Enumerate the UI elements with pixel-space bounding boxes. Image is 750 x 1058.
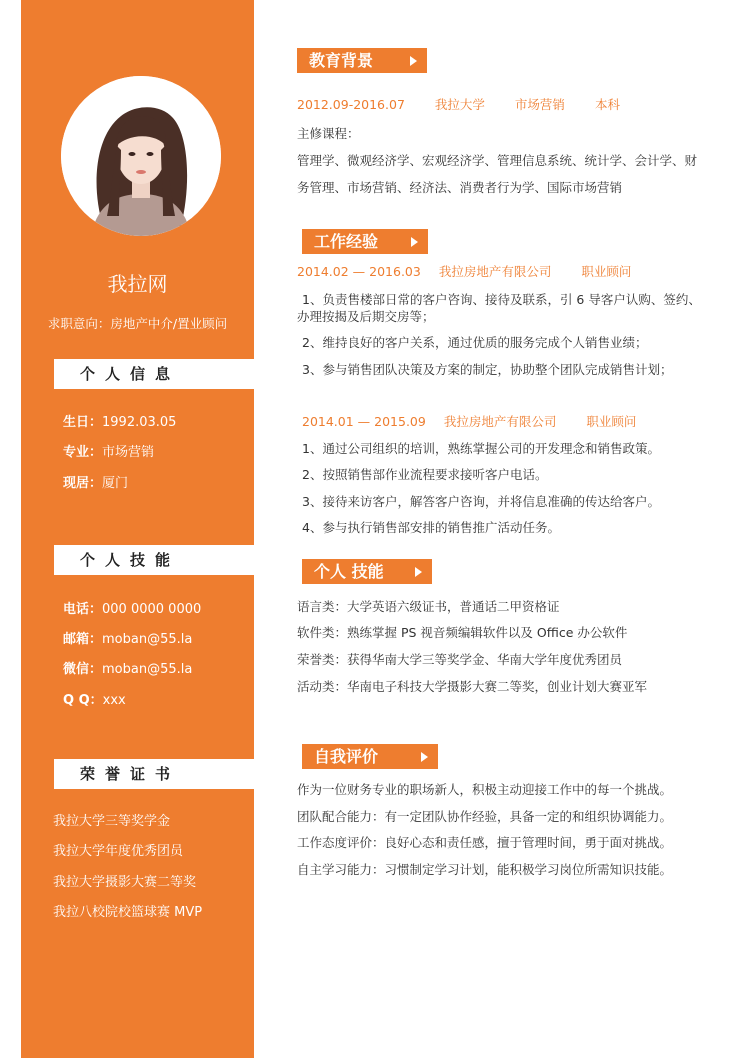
courses-line: 管理学、微观经济学、宏观经济学、管理信息系统、统计学、会计学、财 [297, 153, 698, 168]
honor-item: 我拉八校院校篮球赛 MVP [53, 905, 203, 920]
candidate-name: 我拉网 [107, 272, 168, 296]
phone-row: 电话：000 0000 0000 [63, 602, 202, 617]
skill-line: 语言类：大学英语六级证书，普通话二甲资格证 [297, 599, 560, 614]
skill-line: 荣誉类：获得华南大学三等奖学金、华南大学年度优秀团员 [297, 652, 623, 667]
job-duty: 2、按照销售部作业流程要求接听客户电话。 [302, 467, 548, 482]
self-eval-section-title: 自我评价 [302, 744, 438, 769]
job-intent: 求职意向：房地产中介/置业顾问 [47, 316, 228, 331]
wechat-row: 微信：moban@55.la [63, 662, 193, 677]
job-duty: 办理按揭及后期交房等； [297, 309, 435, 324]
job-summary: 2014.01 — 2015.09 我拉房地产有限公司 职业顾问 [302, 414, 637, 429]
honor-item: 我拉大学年度优秀团员 [53, 844, 184, 859]
courses-label: 主修课程： [297, 126, 360, 141]
portrait-photo [61, 76, 221, 236]
email-row: 邮箱：moban@55.la [63, 632, 193, 647]
job-duty: 1、通过公司组织的培训，熟练掌握公司的开发理念和销售政策。 [302, 441, 660, 456]
job-duty: 2、维持良好的客户关系，通过优质的服务完成个人销售业绩； [302, 335, 648, 350]
arrow-right-icon [411, 237, 418, 247]
birthday-row: 生日：1992.03.05 [63, 415, 177, 430]
honors-header: 荣誉证书 [54, 759, 254, 789]
self-eval-line: 团队配合能力：有一定团队协作经验，具备一定的和组织协调能力。 [297, 809, 673, 824]
sidebar [21, 0, 254, 1058]
contact-header: 个人技能 [54, 545, 254, 575]
qq-row: Q Q：xxx [63, 693, 126, 708]
work-section-title: 工作经验 [302, 229, 428, 254]
job-duty: 1、负责售楼部日常的客户咨询、接待及联系，引 6 导客户认购、签约、 [302, 292, 701, 307]
personal-info-header: 个人信息 [54, 359, 254, 389]
honor-item: 我拉大学摄影大赛二等奖 [53, 875, 197, 890]
avatar [61, 76, 221, 236]
major-row: 专业：市场营销 [63, 445, 155, 460]
skill-line: 软件类：熟练掌握 PS 视音频编辑软件以及 Office 办公软件 [297, 625, 628, 640]
self-eval-line: 作为一位财务专业的职场新人，积极主动迎接工作中的每一个挑战。 [297, 782, 673, 797]
arrow-right-icon [415, 567, 422, 577]
skills-section-title: 个人 技能 [302, 559, 432, 584]
skill-line: 活动类：华南电子科技大学摄影大赛二等奖，创业计划大赛亚军 [297, 679, 648, 694]
job-duty: 3、参与销售团队决策及方案的制定，协助整个团队完成销售计划； [302, 362, 673, 377]
arrow-right-icon [421, 752, 428, 762]
honor-item: 我拉大学三等奖学金 [53, 814, 171, 829]
job-duty: 3、接待来访客户，解答客户咨询，并将信息准确的传达给客户。 [302, 494, 660, 509]
arrow-right-icon [410, 56, 417, 66]
residence-row: 现居：厦门 [63, 476, 129, 491]
education-summary: 2012.09-2016.07 我拉大学 市场营销 本科 [297, 97, 620, 112]
self-eval-line: 工作态度评价：良好心态和责任感，擅于管理时间，勇于面对挑战。 [297, 835, 673, 850]
courses-line: 务管理、市场营销、经济法、消费者行为学、国际市场营销 [297, 180, 623, 195]
education-section-title: 教育背景 [297, 48, 427, 73]
job-duty: 4、参与执行销售部安排的销售推广活动任务。 [302, 520, 560, 535]
self-eval-line: 自主学习能力：习惯制定学习计划，能积极学习岗位所需知识技能。 [297, 862, 673, 877]
job-summary: 2014.02 — 2016.03 我拉房地产有限公司 职业顾问 [297, 264, 632, 279]
